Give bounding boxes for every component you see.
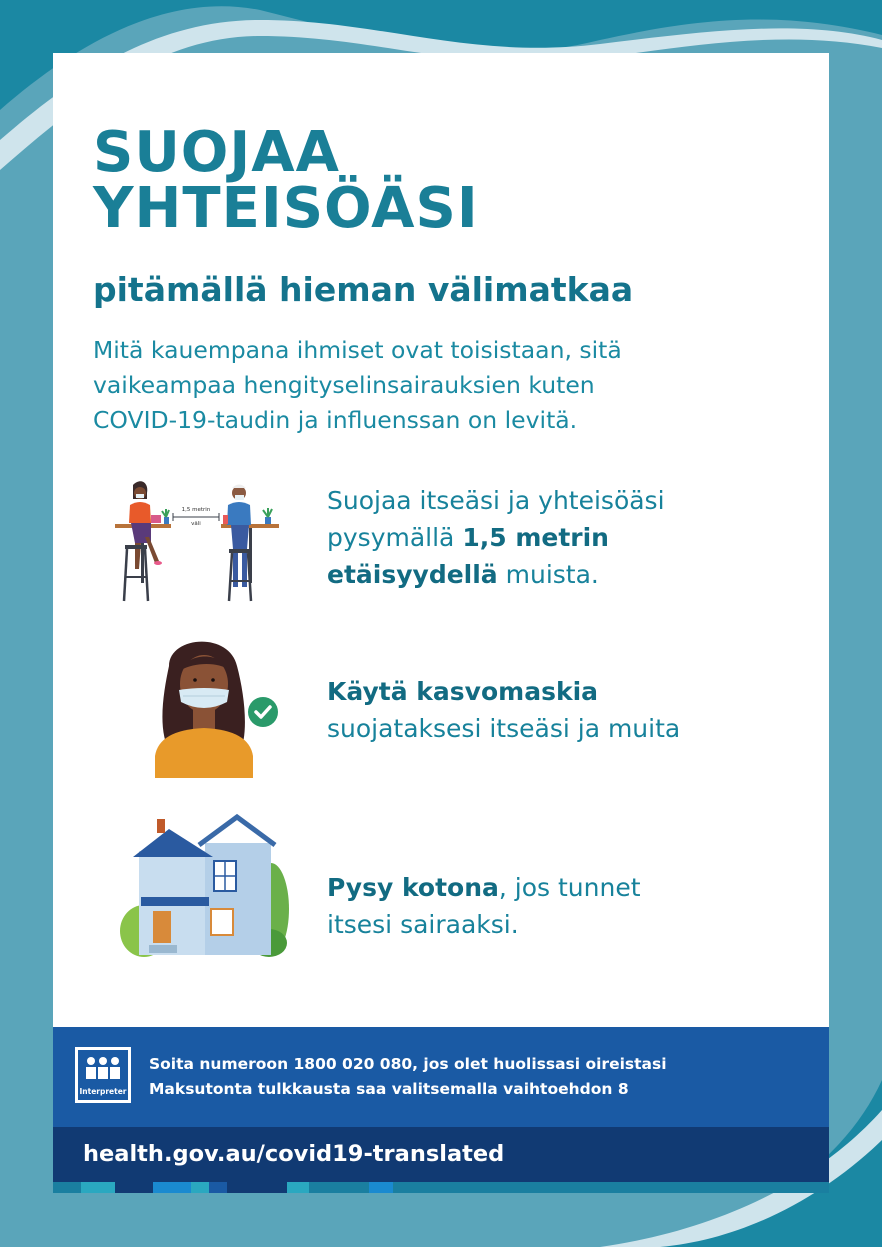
poster-subtitle: pitämällä hieman välimatkaa <box>93 270 634 309</box>
helpline-footer <box>53 1027 829 1127</box>
helpline-text: Soita numeroon 1800 020 080, jos olet huolissasi oireistasi <box>149 1055 667 1073</box>
tip-mask-text <box>327 673 680 747</box>
tip-home-line-1-post: , jos tunnet <box>498 873 641 902</box>
url-bar <box>53 1127 829 1182</box>
distancing-illustration <box>111 477 286 603</box>
tip-distance-line-2-bold: 1,5 metrin <box>462 523 609 552</box>
poster-card <box>53 53 829 1027</box>
tip-distance-line-3-post: muista. <box>497 560 599 589</box>
tip-home-line-1-bold: Pysy kotona <box>327 873 499 902</box>
tip-distance-text <box>327 482 665 593</box>
tip-distance-line-1: Suojaa itseäsi ja yhteisöäsi <box>327 486 665 515</box>
title-line-1: SUOJAA <box>93 120 340 185</box>
intro-line-3: COVID-19-taudin ja influenssan on levitä. <box>93 406 578 434</box>
house-illustration <box>119 813 289 958</box>
tip-mask-line-1-bold: Käytä kasvomaskia <box>327 677 599 706</box>
interpreter-label: Interpreter <box>79 1087 127 1096</box>
tip-home-text <box>327 869 641 943</box>
title-line-2: YHTEISÖÄSI <box>93 176 479 241</box>
color-stripe <box>53 1182 829 1193</box>
distance-label-top: 1,5 metrin <box>181 507 211 513</box>
intro-line-2: vaikeampaa hengityselinsairauksien kuten <box>93 371 595 399</box>
tip-distance-line-2-pre: pysymällä <box>327 523 463 552</box>
intro-line-1: Mitä kauempana ihmiset ovat toisistaan, sitä <box>93 336 622 364</box>
tip-distance-line-3-bold: etäisyydellä <box>327 560 498 589</box>
interpreter-text: Maksutonta tulkkausta saa valitsemalla vaihtoehdon 8 <box>149 1080 629 1098</box>
tip-home-line-2: itsesi sairaaksi. <box>327 910 519 939</box>
tip-mask-line-2: suojataksesi itseäsi ja muita <box>327 714 681 743</box>
poster-title <box>93 120 479 241</box>
distance-label-bottom: väli <box>191 521 201 527</box>
website-link[interactable]: health.gov.au/covid19-translated <box>83 1141 505 1167</box>
interpreter-people-icon <box>78 1053 128 1087</box>
intro-paragraph <box>93 333 793 438</box>
interpreter-icon <box>75 1047 131 1103</box>
face-mask-illustration <box>149 636 284 778</box>
